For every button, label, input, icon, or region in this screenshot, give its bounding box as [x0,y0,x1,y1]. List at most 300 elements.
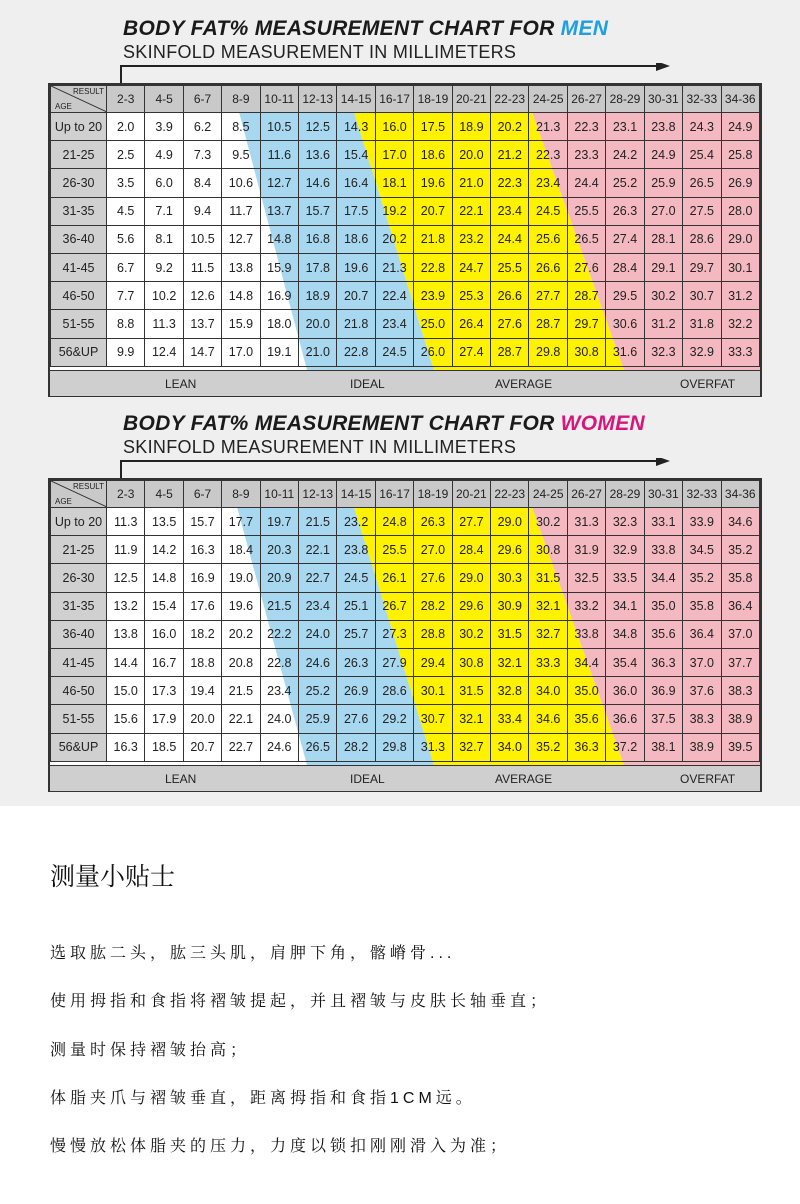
column-header: 22-23 [491,86,529,113]
table-row [51,620,760,648]
value-cell: 20.7 [337,282,375,310]
column-header: 24-25 [529,86,567,113]
value-cell: 28.2 [414,592,452,620]
value-cell: 35.8 [683,592,721,620]
value-cell: 26.9 [337,677,375,705]
value-cell: 19.6 [222,592,260,620]
value-cell: 20.2 [375,225,413,253]
column-header: 26-27 [567,86,605,113]
value-cell: 39.5 [721,733,760,761]
table-row [51,282,760,310]
value-cell: 27.6 [567,253,605,281]
value-cell: 8.1 [145,225,183,253]
age-cell: 46-50 [51,282,107,310]
value-cell: 23.8 [337,536,375,564]
value-cell: 20.7 [183,733,221,761]
value-cell: 20.7 [414,197,452,225]
value-cell: 18.4 [222,536,260,564]
age-cell: 46-50 [51,677,107,705]
value-cell: 34.1 [606,592,644,620]
value-cell: 26.6 [529,253,567,281]
value-cell: 24.8 [375,508,413,536]
value-cell: 16.0 [375,113,413,141]
value-cell: 8.4 [183,169,221,197]
value-cell: 26.6 [491,282,529,310]
value-cell: 20.3 [260,536,298,564]
table-row [51,113,760,141]
value-cell: 7.1 [145,197,183,225]
value-cell: 17.5 [337,197,375,225]
value-cell: 27.4 [606,225,644,253]
value-cell: 15.6 [107,705,145,733]
value-cell: 24.0 [260,705,298,733]
value-cell: 23.4 [375,310,413,338]
column-header: 32-33 [683,86,721,113]
column-header: 2-3 [107,481,145,508]
value-cell: 22.1 [299,536,337,564]
value-cell: 8.8 [107,310,145,338]
value-cell: 27.0 [644,197,682,225]
value-cell: 24.5 [375,338,413,366]
value-cell: 18.9 [299,282,337,310]
value-cell: 24.9 [721,113,760,141]
value-cell: 27.0 [414,536,452,564]
value-cell: 22.3 [567,113,605,141]
value-cell: 31.9 [567,536,605,564]
value-cell: 28.2 [337,733,375,761]
value-cell: 34.0 [529,677,567,705]
value-cell: 18.2 [183,620,221,648]
column-header: 8-9 [222,481,260,508]
column-header: 16-17 [375,481,413,508]
value-cell: 28.1 [644,225,682,253]
value-cell: 12.7 [260,169,298,197]
value-cell: 36.3 [567,733,605,761]
value-cell: 31.3 [414,733,452,761]
tip-line: 体脂夹爪与褶皱垂直，距离拇指和食指1CM远。 [50,1090,476,1107]
value-cell: 25.3 [452,282,490,310]
value-cell: 14.7 [183,338,221,366]
value-cell: 20.0 [452,141,490,169]
value-cell: 21.8 [337,310,375,338]
table-row [51,338,760,366]
value-cell: 12.5 [299,113,337,141]
value-cell: 11.6 [260,141,298,169]
value-cell: 25.9 [299,705,337,733]
value-cell: 28.6 [683,225,721,253]
table-row [51,564,760,592]
value-cell: 18.9 [452,113,490,141]
value-cell: 13.8 [222,253,260,281]
value-cell: 24.6 [299,648,337,676]
column-header: 12-13 [299,86,337,113]
value-cell: 30.7 [683,282,721,310]
value-cell: 25.5 [375,536,413,564]
value-cell: 34.4 [567,648,605,676]
column-header: 22-23 [491,481,529,508]
column-header: 14-15 [337,481,375,508]
value-cell: 29.0 [452,564,490,592]
value-cell: 17.6 [183,592,221,620]
value-cell: 13.8 [107,620,145,648]
age-cell: 26-30 [51,564,107,592]
corner-header [51,86,107,113]
value-cell: 30.2 [644,282,682,310]
value-cell: 24.5 [337,564,375,592]
value-cell: 19.0 [222,564,260,592]
value-cell: 12.5 [107,564,145,592]
value-cell: 15.4 [145,592,183,620]
value-cell: 30.1 [721,253,760,281]
value-cell: 13.7 [183,310,221,338]
value-cell: 29.5 [606,282,644,310]
category-footer [50,765,760,791]
value-cell: 4.5 [107,197,145,225]
age-cell: 56&UP [51,733,107,761]
value-cell: 15.7 [299,197,337,225]
age-cell: 21-25 [51,536,107,564]
value-cell: 25.7 [337,620,375,648]
value-cell: 9.2 [145,253,183,281]
value-cell: 19.1 [260,338,298,366]
value-cell: 34.0 [491,733,529,761]
value-cell: 15.4 [337,141,375,169]
value-cell: 28.6 [375,677,413,705]
value-cell: 7.3 [183,141,221,169]
value-cell: 38.9 [721,705,760,733]
value-cell: 23.3 [567,141,605,169]
value-cell: 31.5 [491,620,529,648]
value-cell: 25.0 [414,310,452,338]
table-row [51,648,760,676]
value-cell: 18.6 [337,225,375,253]
column-header: 24-25 [529,481,567,508]
value-cell: 4.9 [145,141,183,169]
value-cell: 17.9 [145,705,183,733]
value-cell: 14.8 [145,564,183,592]
value-cell: 34.8 [606,620,644,648]
value-cell: 29.6 [491,536,529,564]
value-cell: 20.0 [183,705,221,733]
value-cell: 23.1 [606,113,644,141]
tip-line: 慢慢放松体脂夹的压力，力度以锁扣刚刚滑入为准； [50,1138,511,1155]
value-cell: 26.5 [567,225,605,253]
value-cell: 13.2 [107,592,145,620]
value-cell: 31.5 [452,677,490,705]
value-cell: 29.2 [375,705,413,733]
value-cell: 24.5 [529,197,567,225]
value-cell: 22.8 [260,648,298,676]
table-row [51,677,760,705]
value-cell: 30.9 [491,592,529,620]
value-cell: 29.7 [567,310,605,338]
value-cell: 6.7 [107,253,145,281]
value-cell: 28.0 [721,197,760,225]
value-cell: 38.3 [721,677,760,705]
value-cell: 38.3 [683,705,721,733]
value-cell: 33.1 [644,508,682,536]
value-cell: 7.7 [107,282,145,310]
value-cell: 13.7 [260,197,298,225]
value-cell: 36.3 [644,648,682,676]
category-lean: LEAN [165,377,197,391]
chart-title-highlight: WOMEN [560,412,645,435]
value-cell: 26.3 [337,648,375,676]
value-cell: 23.2 [452,225,490,253]
value-cell: 11.5 [183,253,221,281]
value-cell: 26.5 [299,733,337,761]
corner-result-label: RESULT [73,482,104,491]
age-cell: 41-45 [51,253,107,281]
value-cell: 18.0 [260,310,298,338]
column-header: 14-15 [337,86,375,113]
value-cell: 31.8 [683,310,721,338]
value-cell: 35.0 [644,592,682,620]
chart-title-highlight: MEN [560,17,609,40]
value-cell: 37.6 [683,677,721,705]
value-cell: 19.2 [375,197,413,225]
column-header: 20-21 [452,86,490,113]
age-cell: 36-40 [51,620,107,648]
value-cell: 30.2 [452,620,490,648]
value-cell: 26.3 [414,508,452,536]
table-row [51,508,760,536]
column-header: 20-21 [452,481,490,508]
value-cell: 17.0 [222,338,260,366]
value-cell: 29.6 [452,592,490,620]
value-cell: 35.0 [567,677,605,705]
table-row [51,197,760,225]
value-cell: 35.6 [567,705,605,733]
value-cell: 22.1 [222,705,260,733]
value-cell: 24.9 [644,141,682,169]
value-cell: 27.4 [452,338,490,366]
value-cell: 23.9 [414,282,452,310]
value-cell: 20.2 [491,113,529,141]
table-row [51,225,760,253]
value-cell: 10.2 [145,282,183,310]
value-cell: 21.2 [491,141,529,169]
tip-line: 使用拇指和食指将褶皱提起，并且褶皱与皮肤长轴垂直； [50,993,551,1010]
value-cell: 28.8 [414,620,452,648]
column-header: 16-17 [375,86,413,113]
value-cell: 17.5 [414,113,452,141]
value-cell: 36.4 [721,592,760,620]
value-cell: 9.5 [222,141,260,169]
value-cell: 33.3 [721,338,760,366]
value-cell: 23.4 [260,677,298,705]
value-cell: 19.6 [414,169,452,197]
value-cell: 36.6 [606,705,644,733]
value-cell: 32.1 [452,705,490,733]
value-cell: 5.6 [107,225,145,253]
value-cell: 17.0 [375,141,413,169]
value-cell: 27.6 [337,705,375,733]
value-cell: 29.8 [375,733,413,761]
value-cell: 30.1 [414,677,452,705]
value-cell: 11.3 [145,310,183,338]
value-cell: 20.2 [222,620,260,648]
value-cell: 23.8 [644,113,682,141]
value-cell: 16.3 [183,536,221,564]
value-cell: 32.1 [529,592,567,620]
value-cell: 26.9 [721,169,760,197]
tip-line: 选取肱二头，肱三头肌，肩胛下角，髂嵴骨... [50,945,456,962]
value-cell: 21.0 [452,169,490,197]
value-cell: 33.2 [567,592,605,620]
value-cell: 24.3 [683,113,721,141]
value-cell: 31.2 [644,310,682,338]
value-cell: 33.3 [529,648,567,676]
value-cell: 20.0 [299,310,337,338]
value-cell: 9.4 [183,197,221,225]
value-cell: 21.5 [222,677,260,705]
value-cell: 26.0 [414,338,452,366]
value-cell: 27.7 [529,282,567,310]
category-average: AVERAGE [495,772,553,786]
value-cell: 16.4 [337,169,375,197]
value-cell: 16.9 [260,282,298,310]
value-cell: 35.2 [721,536,760,564]
value-cell: 26.1 [375,564,413,592]
value-cell: 37.0 [721,620,760,648]
value-cell: 14.2 [145,536,183,564]
value-cell: 8.5 [222,113,260,141]
age-cell: 41-45 [51,648,107,676]
value-cell: 25.9 [644,169,682,197]
chart-subtitle: SKINFOLD MEASUREMENT IN MILLIMETERS [123,42,517,62]
column-header: 8-9 [222,86,260,113]
value-cell: 10.5 [260,113,298,141]
chart-title-text: BODY FAT% MEASUREMENT CHART FOR [123,412,555,435]
age-cell: 51-55 [51,310,107,338]
value-cell: 24.6 [260,733,298,761]
value-cell: 10.6 [222,169,260,197]
age-cell: 26-30 [51,169,107,197]
value-cell: 30.2 [529,508,567,536]
value-cell: 24.0 [299,620,337,648]
value-cell: 24.7 [452,253,490,281]
value-cell: 30.6 [606,310,644,338]
value-cell: 31.2 [721,282,760,310]
value-cell: 14.4 [107,648,145,676]
column-header: 30-31 [644,481,682,508]
value-cell: 26.4 [452,310,490,338]
value-cell: 25.4 [683,141,721,169]
value-cell: 14.8 [260,225,298,253]
value-cell: 29.7 [683,253,721,281]
value-cell: 6.0 [145,169,183,197]
value-cell: 15.7 [183,508,221,536]
chart-subtitle: SKINFOLD MEASUREMENT IN MILLIMETERS [123,437,517,457]
value-cell: 35.2 [683,564,721,592]
value-cell: 29.0 [491,508,529,536]
value-cell: 32.3 [606,508,644,536]
value-cell: 25.5 [491,253,529,281]
value-cell: 27.6 [414,564,452,592]
value-cell: 36.9 [644,677,682,705]
value-cell: 20.8 [222,648,260,676]
value-cell: 19.4 [183,677,221,705]
value-cell: 28.7 [567,282,605,310]
value-cell: 34.5 [683,536,721,564]
value-cell: 21.5 [299,508,337,536]
value-cell: 12.7 [222,225,260,253]
tip-line: 测量时保持褶皱抬高； [50,1042,251,1059]
category-overfat: OVERFAT [680,377,736,391]
table-row [51,253,760,281]
value-cell: 22.3 [491,169,529,197]
value-cell: 32.9 [606,536,644,564]
value-cell: 33.9 [683,508,721,536]
age-cell: Up to 20 [51,508,107,536]
table-row [51,733,760,761]
value-cell: 10.5 [183,225,221,253]
chart-title [123,412,645,436]
value-cell: 16.7 [145,648,183,676]
table-row [51,705,760,733]
value-cell: 24.4 [567,169,605,197]
corner-header [51,481,107,508]
value-cell: 36.0 [606,677,644,705]
value-cell: 22.7 [299,564,337,592]
value-cell: 16.8 [299,225,337,253]
chart-title [123,17,608,41]
column-header: 34-36 [721,86,760,113]
value-cell: 16.0 [145,620,183,648]
value-cell: 20.9 [260,564,298,592]
category-ideal: IDEAL [350,377,385,391]
age-cell: 21-25 [51,141,107,169]
body-fat-table [48,83,762,397]
value-cell: 34.6 [721,508,760,536]
value-cell: 17.3 [145,677,183,705]
value-cell: 37.5 [644,705,682,733]
value-cell: 32.5 [567,564,605,592]
category-ideal: IDEAL [350,772,385,786]
value-cell: 30.8 [567,338,605,366]
value-cell: 23.2 [337,508,375,536]
value-cell: 33.4 [491,705,529,733]
value-cell: 3.9 [145,113,183,141]
value-cell: 3.5 [107,169,145,197]
value-cell: 23.4 [529,169,567,197]
value-cell: 22.4 [375,282,413,310]
value-cell: 32.1 [491,648,529,676]
value-cell: 28.7 [529,310,567,338]
value-cell: 22.7 [222,733,260,761]
corner-result-label: RESULT [73,87,104,96]
value-cell: 31.5 [529,564,567,592]
value-cell: 6.2 [183,113,221,141]
value-cell: 14.6 [299,169,337,197]
measurement-grid [50,480,760,762]
value-cell: 22.8 [414,253,452,281]
value-cell: 13.6 [299,141,337,169]
value-cell: 21.0 [299,338,337,366]
value-cell: 24.2 [606,141,644,169]
value-cell: 2.5 [107,141,145,169]
value-cell: 34.4 [644,564,682,592]
value-cell: 15.9 [222,310,260,338]
value-cell: 18.5 [145,733,183,761]
value-cell: 26.5 [683,169,721,197]
table-row [51,310,760,338]
value-cell: 26.7 [375,592,413,620]
value-cell: 23.4 [299,592,337,620]
value-cell: 27.3 [375,620,413,648]
table-row [51,592,760,620]
